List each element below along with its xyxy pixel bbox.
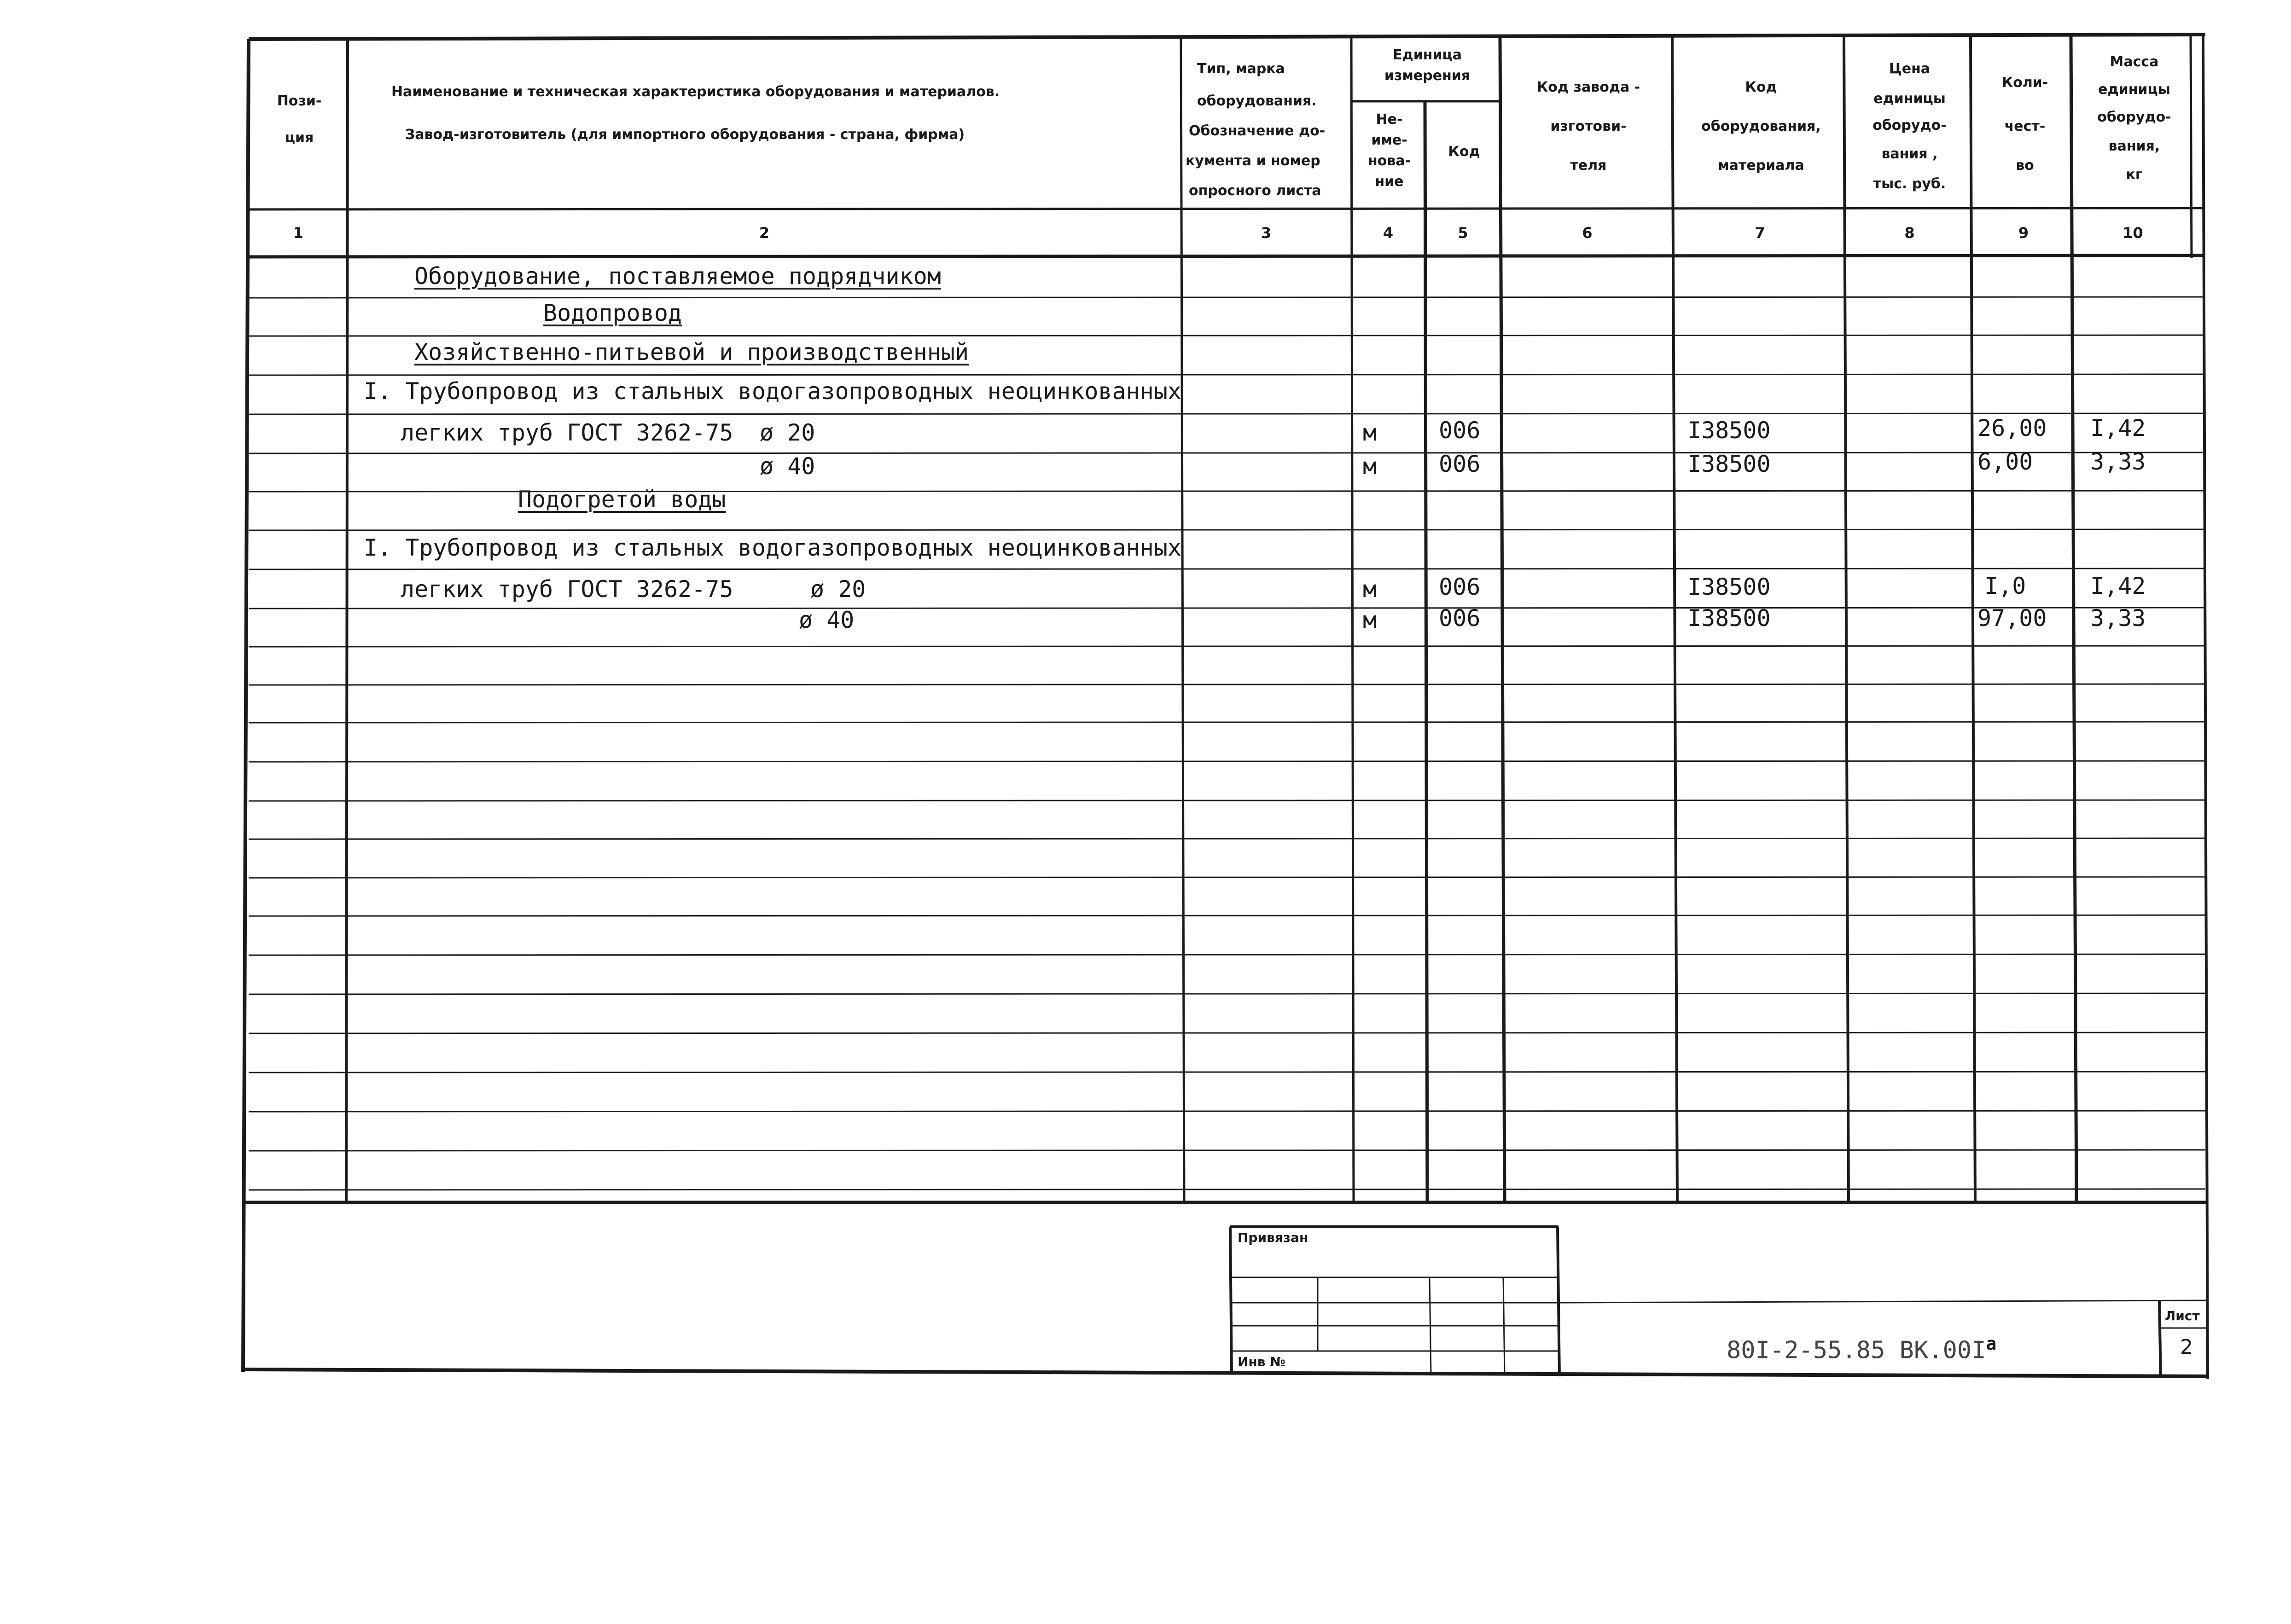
col-number-1: 1: [293, 224, 303, 242]
header-name-line2: Завод-изготовитель (для импортного оборудования - страна, фирма): [405, 127, 965, 143]
header-unit-line1: Единица: [1393, 47, 1462, 63]
header-mass-line4: вания,: [2108, 138, 2160, 154]
header-qty-line3: во: [2016, 157, 2034, 174]
row4-quantity: 97,00: [1977, 605, 2047, 632]
col-number-3: 3: [1261, 224, 1272, 242]
header-unit-name-line2: име-: [1371, 132, 1407, 148]
col-number-9: 9: [2018, 224, 2029, 242]
section-heading-water-supply: Водопровод: [543, 300, 682, 326]
row4-material-code: I38500: [1687, 605, 1771, 632]
header-mass-line1: Масса: [2110, 54, 2159, 70]
row4-unit: м: [1363, 607, 1377, 633]
row1-material-code: I38500: [1687, 417, 1771, 444]
header-position-line1: Пози-: [277, 93, 322, 109]
header-price-line3: оборудо-: [1872, 117, 1947, 133]
row3-material-code: I38500: [1687, 574, 1771, 600]
header-material-code-line3: материала: [1718, 157, 1804, 174]
section-heading-contractor: Оборудование, поставляемое подрядчиком: [414, 263, 941, 290]
section-heading-domestic: Хозяйственно-питьевой и производственный: [414, 339, 969, 365]
sheet-label: Лист: [2165, 1308, 2200, 1323]
row3-unit: м: [1363, 576, 1377, 603]
col-number-8: 8: [1904, 224, 1915, 242]
item-pipeline-1-dia20: ø 20: [760, 419, 815, 446]
header-unit-code: Код: [1448, 144, 1480, 160]
row2-unit-code: 006: [1439, 451, 1481, 477]
section-heading-heated-water: Подогретой воды: [518, 486, 726, 513]
row3-unit-code: 006: [1439, 574, 1481, 600]
row1-mass: I,42: [2090, 415, 2146, 441]
col-number-6: 6: [1582, 224, 1593, 242]
sheet-number: 2: [2180, 1335, 2193, 1359]
item-pipeline-2-dia20: ø 20: [810, 576, 866, 603]
header-unit-line2: измерения: [1384, 68, 1471, 84]
header-unit-name-line1: Не-: [1376, 111, 1403, 128]
header-type-line5: опросного листа: [1189, 183, 1321, 199]
header-type-line2: оборудования.: [1197, 93, 1317, 109]
header-unit-name-line4: ние: [1375, 174, 1404, 190]
header-qty-line1: Коли-: [2001, 75, 2048, 91]
header-position-line2: ция: [285, 130, 314, 146]
header-type-line1: Тип, марка: [1197, 61, 1285, 77]
row2-material-code: I38500: [1687, 451, 1771, 477]
row1-unit: м: [1363, 419, 1377, 446]
col-number-7: 7: [1755, 224, 1765, 242]
document-code: 80I-2-55.85 $ВК.00I^а$: [1727, 1334, 1997, 1364]
item-pipeline-1-dia40: ø 40: [760, 453, 815, 480]
header-price-line5: тыс. руб.: [1873, 176, 1946, 192]
header-material-code-line2: оборудования,: [1701, 118, 1821, 134]
item-pipeline-2-dia40: ø 40: [799, 607, 855, 633]
row1-quantity: 26,00: [1977, 415, 2047, 441]
header-factory-code-line1: Код завода -: [1536, 79, 1640, 95]
header-price-line4: вания ,: [1881, 146, 1938, 162]
document-code-revision: а: [1986, 1334, 1997, 1354]
inventory-number-label: Инв №: [1238, 1354, 1285, 1369]
header-qty-line2: чест-: [2004, 118, 2046, 134]
header-price-line2: единицы: [1873, 91, 1946, 107]
col-number-5: 5: [1458, 224, 1468, 242]
header-mass-line3: оборудо-: [2097, 109, 2171, 125]
row2-mass: 3,33: [2090, 448, 2146, 475]
header-mass-line5: кг: [2126, 167, 2143, 183]
header-type-line3: Обозначение до-: [1189, 123, 1326, 139]
header-type-line4: кумента и номер: [1186, 153, 1320, 169]
header-price-line1: Цена: [1889, 61, 1930, 77]
row4-unit-code: 006: [1439, 605, 1481, 632]
col-number-4: 4: [1383, 224, 1394, 242]
header-factory-code-line2: изготови-: [1550, 118, 1627, 134]
item-pipeline-2-line2: легких труб ГОСТ 3262-75: [401, 576, 733, 603]
col-number-10: 10: [2122, 224, 2143, 242]
privyazan-label: Привязан: [1238, 1230, 1308, 1245]
header-mass-line2: единицы: [2098, 81, 2170, 98]
header-name-line1: Наименование и техническая характеристика оборудования и материалов.: [391, 84, 1000, 100]
row2-unit: м: [1363, 453, 1377, 480]
header-factory-code-line3: теля: [1570, 157, 1607, 174]
row3-mass: I,42: [2090, 573, 2146, 599]
col-number-2: 2: [759, 224, 770, 242]
row1-unit-code: 006: [1439, 417, 1481, 444]
item-pipeline-1-line1: I. Трубопровод из стальных водогазопроводных неоцинкованных: [364, 378, 1182, 405]
header-unit-name-line3: нова-: [1367, 153, 1411, 169]
row2-quantity: 6,00: [1977, 448, 2033, 475]
item-pipeline-1-line2: легких труб ГОСТ 3262-75: [401, 419, 733, 446]
row4-mass: 3,33: [2090, 605, 2146, 632]
header-material-code-line1: Код: [1745, 79, 1777, 95]
item-pipeline-2-line1: I. Трубопровод из стальных водогазопроводных неоцинкованных: [364, 534, 1182, 561]
row3-quantity: I,0: [1984, 573, 2026, 599]
